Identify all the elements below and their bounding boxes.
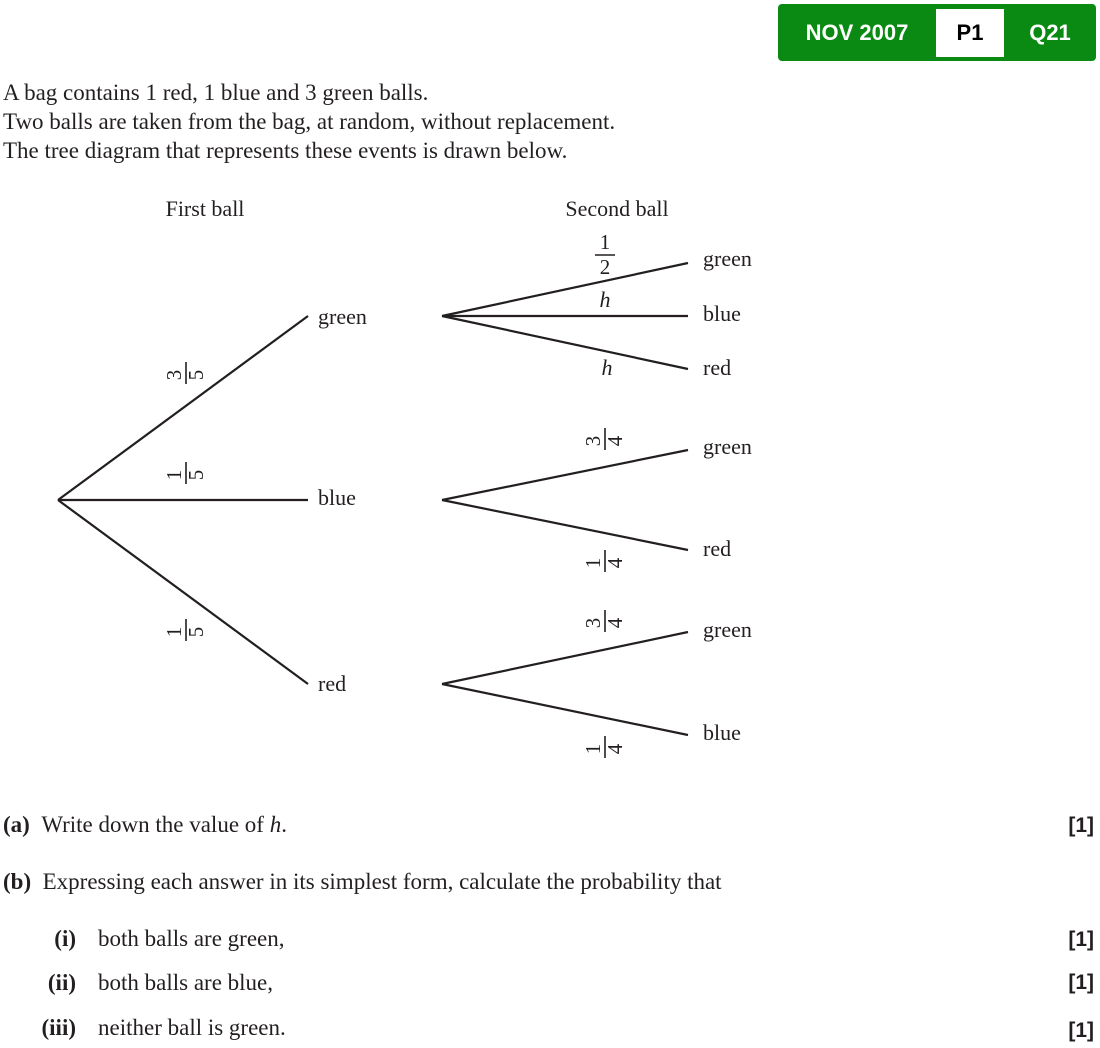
prob-numerator: 3	[581, 617, 605, 629]
prob-numerator: 3	[581, 435, 605, 447]
first-ball-heading: First ball	[165, 196, 245, 221]
outcome-green-red: red	[703, 355, 732, 380]
prob-first-green	[162, 362, 208, 384]
branch-red-green	[442, 632, 688, 684]
paper-label: P1	[936, 9, 1004, 57]
exam-session-label: NOV 2007	[805, 20, 909, 45]
part-text: both balls are green,	[98, 926, 285, 951]
branch-blue-green	[442, 450, 688, 500]
mark-a: [1]	[1068, 814, 1094, 837]
outcome-red-blue: blue	[703, 720, 741, 745]
prob-numerator: 3	[162, 369, 186, 381]
intro-line: The tree diagram that represents these events is drawn below.	[3, 138, 568, 163]
question-a-variable: h	[269, 812, 282, 837]
prob-first-red	[162, 619, 208, 641]
question-b	[3, 869, 722, 895]
prob-denominator: 4	[603, 435, 627, 447]
mark-b-ii: [1]	[1068, 971, 1094, 994]
prob-green-green	[595, 230, 615, 279]
part-text: both balls are blue,	[98, 970, 274, 995]
outcome-first-blue: blue	[318, 485, 356, 510]
outcome-first-red: red	[318, 671, 347, 696]
mark-b-i: [1]	[1068, 928, 1094, 951]
prob-denominator: 5	[184, 469, 208, 481]
tree-diagram	[0, 180, 800, 780]
prob-green-blue: h	[599, 287, 611, 312]
outcome-blue-green: green	[703, 434, 752, 459]
branch-blue-red	[442, 500, 688, 550]
prob-numerator: 1	[162, 469, 186, 481]
second-ball-heading: Second ball	[565, 196, 669, 221]
prob-red-green	[581, 610, 627, 632]
question-b-text: Expressing each answer in its simplest form, calculate the probability that	[42, 869, 722, 894]
question-b-number: (b)	[3, 869, 32, 894]
prob-numerator: 1	[162, 626, 186, 638]
branch-red-blue	[442, 684, 688, 735]
question-number-label: Q21	[1029, 20, 1071, 45]
question-b-iii	[14, 1015, 286, 1041]
prob-numerator: 1	[581, 743, 605, 755]
prob-denominator: 5	[184, 626, 208, 638]
outcome-green-green: green	[703, 246, 752, 271]
prob-denominator: 2	[599, 255, 611, 279]
prob-numerator: 1	[599, 230, 611, 254]
prob-blue-red	[581, 550, 627, 572]
intro-line: Two balls are taken from the bag, at random, without replacement.	[3, 109, 616, 134]
prob-green-red: h	[601, 355, 613, 380]
question-a-number: (a)	[3, 812, 30, 837]
prob-denominator: 4	[603, 617, 627, 629]
prob-denominator: 4	[603, 743, 627, 755]
question-b-i	[14, 926, 284, 952]
part-text: neither ball is green.	[98, 1015, 286, 1040]
question-a-period: .	[281, 812, 287, 837]
prob-blue-green	[581, 428, 627, 450]
branch-first-red	[58, 500, 308, 684]
outcome-red-green: green	[703, 617, 752, 642]
part-number: (ii)	[47, 970, 76, 995]
outcome-blue-red: red	[703, 536, 732, 561]
part-number: (iii)	[41, 1015, 76, 1040]
question-b-ii	[14, 970, 273, 996]
prob-numerator: 1	[581, 557, 605, 569]
outcome-first-green: green	[318, 304, 367, 329]
prob-red-blue	[581, 736, 627, 758]
branch-green-red	[442, 316, 688, 369]
question-badge	[778, 4, 1096, 61]
branch-green-green	[442, 263, 688, 316]
question-a-text: Write down the value of	[41, 812, 270, 837]
prob-denominator: 4	[603, 557, 627, 569]
prob-denominator: 5	[184, 369, 208, 381]
mark-b-iii: [1]	[1068, 1019, 1094, 1042]
intro-line: A bag contains 1 red, 1 blue and 3 green balls.	[3, 80, 429, 105]
question-a	[3, 812, 287, 838]
prob-first-blue	[162, 462, 208, 484]
outcome-green-blue: blue	[703, 301, 741, 326]
question-intro	[3, 78, 615, 165]
part-number: (i)	[54, 926, 76, 951]
